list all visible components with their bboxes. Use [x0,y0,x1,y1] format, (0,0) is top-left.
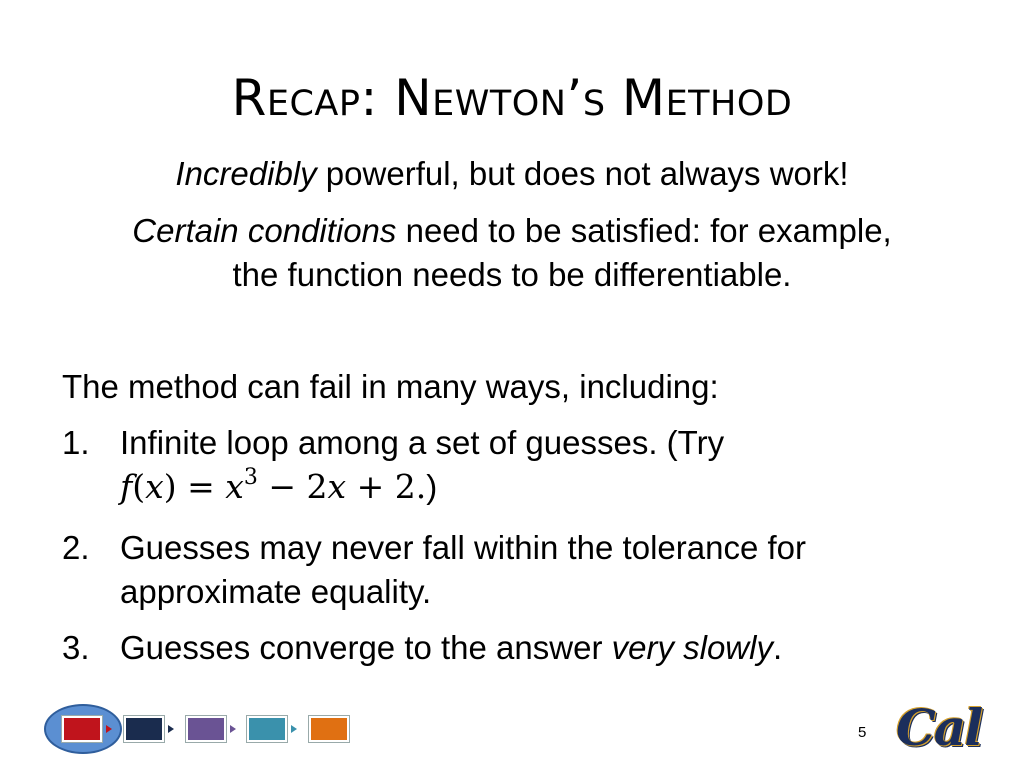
emphasis-certain-conditions: Certain conditions [132,212,397,249]
emphasis-incredibly: Incredibly [175,155,317,192]
eq-f: f [120,467,133,506]
cal-logo: Cal [896,698,982,757]
nav-section-5[interactable] [309,716,349,742]
nav-section-2[interactable] [124,716,164,742]
eq-x-cubed-base: x [225,467,244,506]
eq-x: x [145,467,164,506]
nav-section-1[interactable] [62,716,102,742]
nav-section-4[interactable] [247,716,287,742]
list-item-text [120,526,960,614]
nav-arrow-icon [291,725,297,733]
eq-minus-two: − 2 [257,467,328,506]
list-number: 1. [62,424,90,461]
item1-text: Infinite loop among a set of guesses. (Try [120,424,725,461]
nav-arrow-icon [230,725,236,733]
slide-title: Recap: Newton’s Method [231,69,793,127]
equation [120,467,426,506]
line1-text: powerful, but does not always work! [316,155,849,192]
list-item-text [120,421,960,509]
subtitle-line-1 [40,152,984,196]
item1-close-paren: ) [426,468,438,505]
nav-arrow-icon [168,725,174,733]
item2-text: Guesses may never fall within the tolerance for [120,529,806,566]
eq-equals: = [176,467,226,506]
list-number: 3. [62,629,90,666]
failure-intro: The method can fail in many ways, including: [62,368,719,405]
eq-lparen: ( [132,467,146,506]
list-number: 2. [62,529,90,566]
nav-section-3[interactable] [186,716,226,742]
page-number: 5 [858,724,867,741]
eq-x-linear: x [327,467,347,506]
line2-text: need to be satisfied: for example, [396,212,892,249]
emphasis-very-slowly: very slowly [611,629,773,666]
item3-period: . [772,629,783,666]
item3-text: Guesses converge to the answer [120,629,612,666]
eq-rparen: ) [163,467,177,506]
item2-continued: approximate equality. [120,573,432,610]
line2-continued: the function needs to be differentiable. [232,256,792,293]
nav-arrow-icon [106,725,112,733]
eq-exponent: 3 [243,465,258,490]
list-item-text [120,626,960,670]
subtitle-line-2 [40,209,984,297]
eq-plus-two: + 2. [346,467,427,506]
